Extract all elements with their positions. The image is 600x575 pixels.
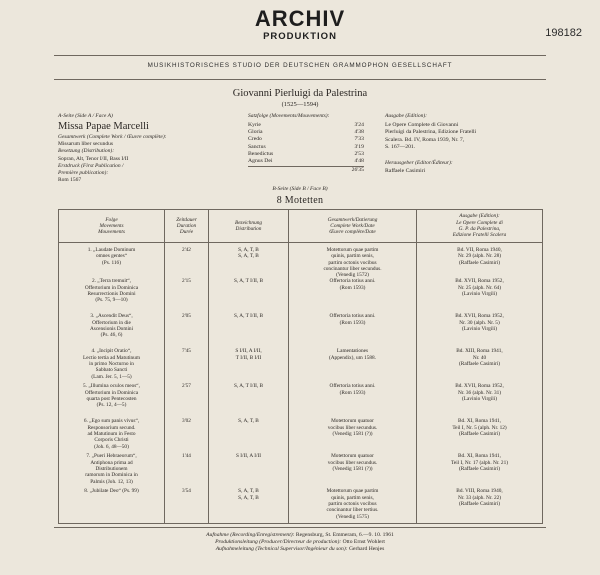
composer-name: Giovanni Pierluigi da Palestrina bbox=[232, 88, 368, 99]
credit-recording: Aufnahme (Recording/Enregistrement): Regensburg, St. Emmeram, 6.—9. 10. 1961 bbox=[206, 532, 394, 538]
cell-distribution: S, A, T, B S, A, T, B bbox=[209, 488, 289, 523]
cell-movement: 8. „Jubilate Deo“ (Ps. 99) bbox=[59, 488, 165, 523]
header-duration: Zeitdauer Duration Durée bbox=[165, 210, 209, 243]
erstdruck-label-2: Première publication): bbox=[58, 170, 109, 177]
cell-movement: 5. „Illumina oculos meos“, Offertorium in Dominica quarta post Pentecosten (Ps. 12, 4—5) bbox=[59, 383, 165, 418]
table-row bbox=[59, 348, 543, 383]
brand-archiv: ARCHIV bbox=[254, 6, 346, 31]
movement-list bbox=[248, 122, 364, 174]
table-row bbox=[59, 418, 543, 453]
cell-duration: 2'42 bbox=[165, 243, 209, 279]
movement-row: Credo 7'33 bbox=[248, 136, 364, 143]
cell-duration: 1'44 bbox=[165, 453, 209, 488]
table-header-row bbox=[59, 210, 543, 243]
table-row bbox=[59, 453, 543, 488]
catalog-number: 198182 bbox=[545, 27, 582, 39]
cell-distribution: S, A, T I/II, B bbox=[209, 383, 289, 418]
cell-work: Offertoria totius anni. (Rom 1593) bbox=[289, 383, 417, 418]
herausgeber-value: Raffaele Casimiri bbox=[385, 168, 426, 174]
side-a-details bbox=[58, 134, 167, 184]
cell-distribution: S, A, T I/II, B bbox=[209, 278, 289, 313]
erstdruck-label-1: Erstdruck (First Publication / bbox=[58, 162, 124, 169]
table-row bbox=[59, 313, 543, 348]
besetzung-value: Sopran, Alt, Tenor I/II, Bass I/II bbox=[58, 155, 129, 162]
cell-distribution: S I/II, A I/II, T I/II, B I/II bbox=[209, 348, 289, 383]
herausgeber-label: Herausgeber (Editor/Éditeur): bbox=[385, 160, 453, 166]
credit-engineer: Aufnahmeleitung (Technical Supervisor/Ingénieur du son): Gerhard Henjes bbox=[215, 546, 385, 552]
cell-work: Motettorum quatuor vocibus liber secundus. (Venedig 1581 (?)) bbox=[289, 418, 417, 453]
header-edition: Ausgabe (Edition): Le Opere Complete di G. P. da Palestrina, Edizione Fratelli Scalera bbox=[417, 210, 543, 243]
mass-title: Missa Papae Marcelli bbox=[58, 121, 149, 132]
cell-distribution: S, A, T, B bbox=[209, 418, 289, 453]
cell-edition: Bd. XI, Roma 1941, Teil I, Nr. 17 (alph. Nr. 21) (Raffaele Casimiri) bbox=[417, 453, 543, 488]
cell-movement: 4. „Incipit Oratio“, Lectio tertia ad Matutinum in primo Nocturno in Sabbato Sancti (Lam. Jer. 5, 1—5) bbox=[59, 348, 165, 383]
table-row bbox=[59, 488, 543, 523]
cell-work: Lamentationes (Appendix), um 1588. bbox=[289, 348, 417, 383]
table-row bbox=[59, 383, 543, 418]
cell-distribution: S I/II, A I/II bbox=[209, 453, 289, 488]
cell-work: Motettorum quatuor vocibus liber secundus. (Venedig 1581 (?)) bbox=[289, 453, 417, 488]
cell-edition: Bd. XVII, Roma 1952, Nr. 36 (alph. Nr. 31) (Lavinio Virgili) bbox=[417, 383, 543, 418]
cell-duration: 2'57 bbox=[165, 383, 209, 418]
besetzung-label: Besetzung (Distribution): bbox=[58, 148, 115, 155]
ausgabe-label: Ausgabe (Edition): bbox=[385, 113, 428, 119]
side-a-label: A-Seite (Side A / Face A) bbox=[58, 113, 113, 119]
cell-work: Motettorum quae partim quinis, partim senis, partim octonis vocibus concinantur liber secundus. (Venedig 1572) bbox=[289, 243, 417, 279]
header-rule-bottom bbox=[54, 79, 546, 80]
gesamtwerk-value: Missarum liber secundus bbox=[58, 141, 113, 148]
cell-distribution: S, A, T, B S, A, T, B bbox=[209, 243, 289, 279]
satzfolge-label: Satzfolge (Movements/Mouvements): bbox=[248, 113, 330, 119]
cell-duration: 3'54 bbox=[165, 488, 209, 523]
studio-line: MUSIKHISTORISCHES STUDIO DER DEUTSCHEN GRAMMOPHON GESELLSCHAFT bbox=[147, 62, 453, 69]
cell-duration: 2'05 bbox=[165, 313, 209, 348]
cell-duration: 2'15 bbox=[165, 278, 209, 313]
cell-edition: Bd. VII, Roma 1940, Nr. 29 (alph. Nr. 28) (Raffaele Casimiri) bbox=[417, 243, 543, 279]
cell-movement: 3. „Ascendit Deus“, Offertorium in die Ascensionis Domini (Ps. 46, 6) bbox=[59, 313, 165, 348]
header-distribution: Bezeichnung Distribution bbox=[209, 210, 289, 243]
table-row bbox=[59, 278, 543, 313]
cell-edition: Bd. XVII, Roma 1952, Nr. 25 (alph. Nr. 64) (Lavinio Virgili) bbox=[417, 278, 543, 313]
cell-work: Offertoria totius anni. (Rom 1593) bbox=[289, 313, 417, 348]
credits-rule bbox=[54, 527, 546, 528]
movement-row: Benedictus 2'53 bbox=[248, 150, 364, 157]
composer-dates: (1525—1594) bbox=[281, 101, 319, 108]
header-movements: Folge Movements Mouvements bbox=[59, 210, 165, 243]
cell-distribution: S, A, T I/II, B bbox=[209, 313, 289, 348]
movement-row: Sanctus 3'19 bbox=[248, 143, 364, 150]
ausgabe-text: Le Opere Complete di Giovanni Pierluigi da Palestrina, Edizione Fratelli Scalera. Bd. IV, Roma 1939, Nr. 7, S. 167—201. bbox=[385, 122, 477, 151]
cell-duration: 7'45 bbox=[165, 348, 209, 383]
header-rule-top bbox=[54, 55, 546, 56]
movement-row: Gloria 4'38 bbox=[248, 129, 364, 136]
movement-row: Agnus Dei 4'48 bbox=[248, 158, 364, 165]
cell-edition: Bd. XI, Roma 1941, Teil I, Nr. 5 (alph. Nr. 12) (Raffaele Casimiri) bbox=[417, 418, 543, 453]
cell-work: Motettorum quae partim quinis, partim senis, partim octonis vocibus concinantur liber tertius. (Venedig 1575) bbox=[289, 488, 417, 523]
table-row bbox=[59, 243, 543, 279]
header-work: Gesamtwerk/Datierung Complete Work/Date Œuvre complète/Date bbox=[289, 210, 417, 243]
movement-row: Kyrie 3'24 bbox=[248, 122, 364, 128]
motets-table bbox=[58, 209, 543, 524]
cell-movement: 6. „Ego sum panis vivus“, Responsorium secund. ad Matutinum in Festo Corporis Christi (Joh. 6, 48—50) bbox=[59, 418, 165, 453]
cell-work: Offertoria totius anni. (Rom 1593) bbox=[289, 278, 417, 313]
gesamtwerk-label: Gesamtwerk (Complete Work / Œuvre complète): bbox=[58, 134, 167, 140]
side-b-label: B-Seite (Side B / Face B) bbox=[272, 186, 328, 192]
cell-edition: Bd. XIII, Roma 1941, Nr. 40 (Raffaele Casimiri) bbox=[417, 348, 543, 383]
cell-movement: 1. „Laudate Dominum omnes gentes“ (Ps. 116) bbox=[59, 243, 165, 279]
cell-edition: Bd. VIII, Roma 1940, Nr. 33 (alph. Nr. 22) (Raffaele Casimiri) bbox=[417, 488, 543, 523]
credits bbox=[54, 532, 546, 553]
credit-producer: Produktionsleitung (Producer/Directeur de production): Otto Ernst Wohlert bbox=[215, 539, 385, 545]
cell-movement: 7. „Pueri Hebraeorum“, Antiphona prima ad Distributionem ramorum in Dominica in Palmis (Joh. 12, 13) bbox=[59, 453, 165, 488]
erstdruck-value: Rom 1567 bbox=[58, 177, 82, 184]
motets-title: 8 Motetten bbox=[276, 195, 324, 206]
movement-total: 26'35 bbox=[248, 166, 364, 174]
brand-produktion: PRODUKTION bbox=[263, 31, 337, 42]
cell-edition: Bd. XVII, Roma 1952, Nr. 30 (alph. Nr. 5) (Lavinio Virgili) bbox=[417, 313, 543, 348]
cell-duration: 3'02 bbox=[165, 418, 209, 453]
cell-movement: 2. „Terra tremuit“, Offertorium in Dominica Resurrectionis Domini (Ps. 75, 9—10) bbox=[59, 278, 165, 313]
